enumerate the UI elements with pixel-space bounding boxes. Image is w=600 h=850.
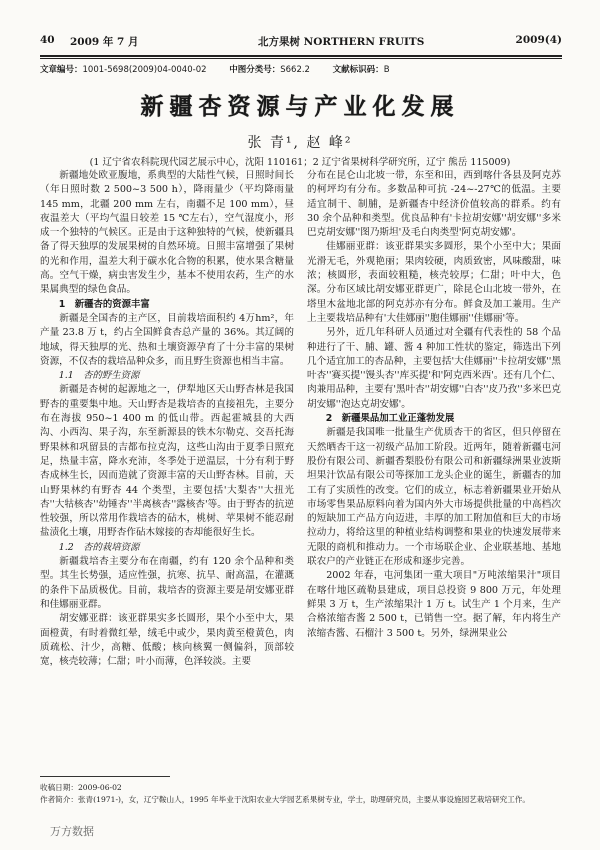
section-1-2-heading: 1.2 杏的栽培资源 [58, 541, 140, 553]
watermark: 万方数据 [50, 825, 94, 838]
processing-varieties-paragraph: 另外，近几年科研人员通过对全疆有代表性的 58 个品种进行了干、脯、罐、酱 4 种加工性状的鉴定，筛选出下列几个适宜加工的杏品种，主要包括'大佳娜丽''卡拉胡安娜''黑叶杏''赛买提''馒头杏''库买提'和'阿克西米西'。还有几个仁、肉兼用品种，主要有'黑叶杏''胡安娜''白杏''皮乃孜''多米巴克胡安娜''泡达克胡安娜'。 [307, 327, 561, 410]
article-title: 新疆杏资源与产业化发展 [140, 93, 460, 120]
jiana-subgroup-paragraph: 佳娜丽亚群：该亚群果实多圆形，果个小至中大；果面光滑无毛，外观艳丽；果肉较硬，肉质致密，风味酸甜，味浓；核圆形，表面较粗糙，核壳较厚；仁甜；叶中大，色深。分布区域比胡安娜亚群更广，除昆仑山北坡一带外，在塔里木盆地北部的阿克苏亦有分布。鲜食及加工兼用。生产上主要栽培品种有'大佳娜丽''胞佳娜丽''佳娜丽'等。 [307, 241, 561, 324]
running-header [40, 34, 562, 50]
section-1-paragraph: 新疆是全国杏的主产区，目前栽培面积约 4万hm²，年产量 23.8 万 t，约占全国鲜食杏总产量的 36%。其辽阔的地域，得天独厚的光、热和土壤资源孕育了十分丰富的果树资源，不仅杏的栽培品种众多，而且野生资源也相当丰富。 [40, 312, 294, 367]
section-1-2-paragraph: 新疆栽培杏主要分布在南疆，约有 120 余个品种和类型。其生长势强，适应性强，抗寒、抗旱、耐高温，在灌溉的条件下品质极优。目前，栽培杏的资源主要是胡安娜亚群和佳娜丽亚群。 [40, 556, 294, 610]
huanna-subgroup-paragraph: 胡安娜亚群：该亚群果实多长圆形，果个小至中大，果面橙黄，有时着微红晕，绒毛中或少，果肉黄至橙黄色，肉质疏松、汁少，高糖、低酸；核向核翼一侧偏斜，顶部较宽，核壳较薄；仁甜；叶小而薄，色泽较淡。主要 [40, 613, 294, 668]
intro-paragraph: 新疆地处欧亚腹地，系典型的大陆性气候，日照时间长（年日照时数 2 500~3 500 h），降雨量少（平均降雨量 145 mm，北疆 200 mm 左右，南疆不足 100 mm），昼夜温差大（平均气温日较差 15 ℃左右），空气湿度小，形成一个独特的气候区。正是由于这种独特的气候，使新疆具备了得天独厚的发展果树的自然环境。日照丰富增强了果树的光和作用，温差大利于碳水化合物的积累，使水果含糖量高。空气干燥，病虫害发生少，基本不使用农药，生产的水果属典型的绿色食品。 [40, 170, 294, 296]
footnote [40, 782, 562, 806]
received-date: 收稿日期：2009-06-02 [40, 783, 122, 792]
continued-paragraph: 分布在昆仑山北坡一带，东至和田，西到喀什各县及阿克苏的柯坪均有分布。多数品种可抗 -24~-27℃的低温。主要适宜制干、制脯，是新疆杏中经济价值较高的群系。约有 30 余个品种和类型。优良品种有'卡拉胡安娜''胡安娜''多米巴克胡安娜''图乃斯坦'及毛白肉类型'阿克胡安娜'。 [307, 170, 561, 239]
section-1-1-heading: 1.1 杏的野生资源 [58, 370, 140, 382]
header-rule-thin [40, 58, 562, 59]
issue-date: 2009 年 7 月 [70, 36, 139, 48]
article-authors: 张 青¹, 赵 峰² [247, 135, 353, 151]
article-meta [40, 63, 562, 75]
section-2-paragraph-2: 2002 年春，屯河集团一重大项目"万吨浓缩果汁"项目在喀什地区疏勒县建成，项目总投资 9 800 万元，年处理鲜果 3 万 t，生产浓缩果汁 1 万 t。试生产 1 个月来，生产合格浓缩杏酱 2 500 t，已销售一空。据了解，年内将生产浓缩杏酱、石榴汁 3 500 t。另外，绿洲果业公 [307, 570, 561, 639]
section-2-heading: 2 新疆果品加工业正蓬勃发展 [325, 413, 455, 425]
issue-number: 2009(4) [515, 34, 562, 46]
section-2-paragraph: 新疆是我国唯一批量生产优质杏干的省区，但只停留在天然晒杏干这一初级产品加工阶段。近两年，随着新疆屯河股份有限公司、新疆香梨股份有限公司和新疆绿洲果业波斯坦果汁饮品有限公司等探加工龙头企业的诞生，新疆杏的加工有了实质性的改变。它们的成立，标志着新疆果业开始从市场零售果品原料向着为国内外大市场提供批量的中高档次的短缺加工产品方向迈进，丰厚的加工附加值和巨大的市场拉动力，将给这里的种植业结构调整和果业的快速发展带来无限的商机和推动力。一个市场联企业、企业联基地、基地联农户的产业链正在形成和逐步完善。 [307, 427, 561, 568]
clc-number: 中图分类号：S662.2 [229, 65, 310, 75]
article-number: 文章编号：1001-5698(2009)04-0040-02 [40, 65, 207, 75]
footnote-rule [40, 776, 170, 777]
author-bio: 作者简介：张青(1971-)，女，辽宁鞍山人，1995 年毕业于沈阳农业大学园艺系果树专业，学士，助理研究员，主要从事设施园艺栽培研究工作。 [40, 795, 530, 804]
header-rule-thick [40, 55, 562, 57]
left-column [40, 169, 294, 669]
journal-name: 北方果树 NORTHERN FRUITS [258, 36, 425, 48]
right-column [307, 169, 561, 641]
page-number: 40 [40, 34, 55, 46]
author-affiliation: (1 辽宁省农科院现代园艺展示中心，沈阳 110161；2 辽宁省果树科学研究所，辽宁 熊岳 115009) [89, 157, 511, 168]
section-1-1-paragraph: 新疆是杏树的起源地之一，伊犁地区天山野杏林是我国野杏的重要集中地。天山野杏是栽培杏的直接祖先，主要分布在海拔 950~1 400 m 的低山带。西起霍城县的大西沟、小西沟、果子沟，东至新源县的铁木尔勒克、交吾托海野果林和巩留县的吉都布拉克沟，这些山沟由于夏季日照充足，热量丰富，降水充沛，冬季处于逆温层，十分有利于野杏成林生长，因而造就了资源丰富的天山野杏林。目前，天山野果林约有野杏 44 个类型，主要包括'大梨杏''大扭光杏''大牯核杏''幼锤杏''半离核杏''露核杏'等。由于野杏的抗逆性较强，所以常用作栽培杏的砧木，桃树、苹果树不能忍耐盐渍化土壤，用野杏作砧木嫁接的杏却能很好生长。 [40, 384, 294, 539]
document-code: 文献标识码：B [332, 65, 390, 75]
section-1-heading: 1 新疆杏的资源丰富 [58, 298, 150, 310]
